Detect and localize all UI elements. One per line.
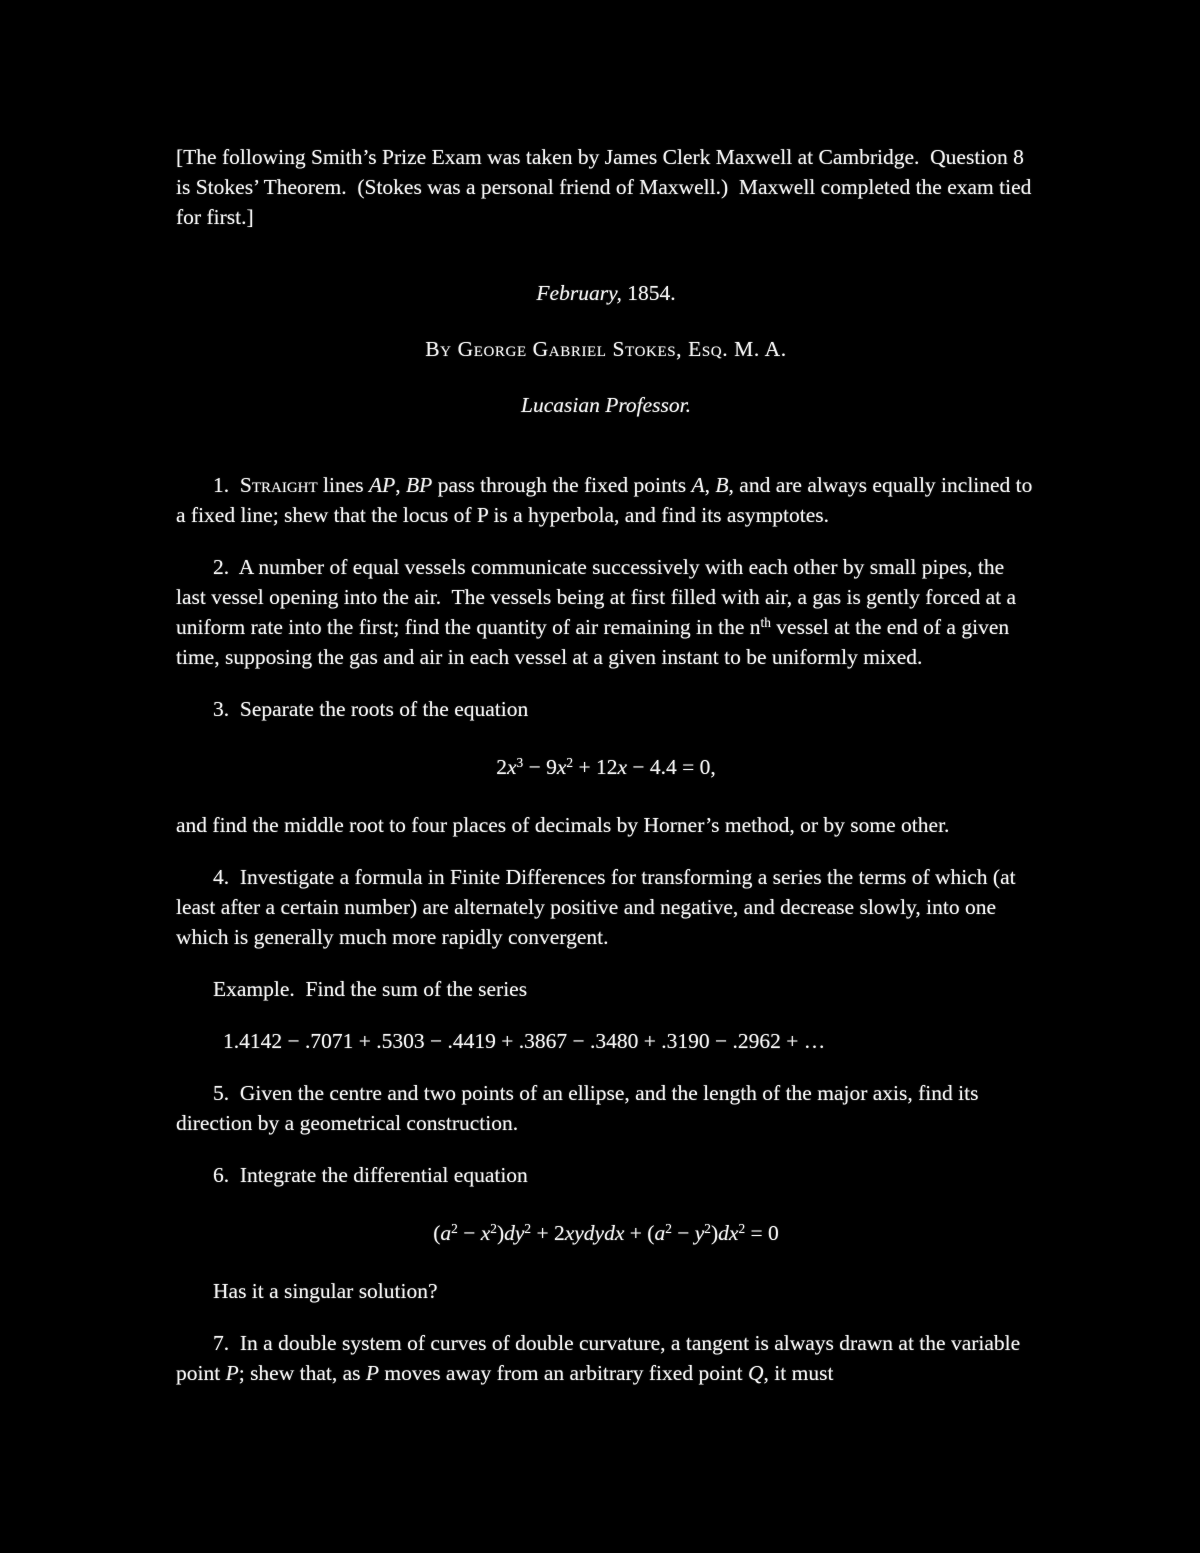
text-run: pass through the fixed points: [432, 473, 692, 497]
question-5: [176, 1078, 1036, 1138]
text-run: 1.: [213, 473, 240, 497]
text-run: dy: [504, 1221, 525, 1245]
exam-text-column: [176, 0, 1036, 1388]
question-3-continuation: [176, 810, 1036, 840]
text-run: By George Gabriel Stokes, Esq. M. A.: [425, 337, 787, 361]
text-run: 2: [738, 1221, 746, 1237]
text-run: 2: [704, 1221, 711, 1237]
question-1: [176, 470, 1036, 530]
text-run: a: [440, 1221, 452, 1245]
text-run: xydydx: [564, 1221, 625, 1245]
question-2: [176, 552, 1036, 672]
text-run: ; shew that, as: [238, 1361, 366, 1385]
text-run: x: [506, 755, 517, 779]
example-line: [176, 974, 1036, 1004]
text-run: BP: [406, 473, 433, 497]
text-run: + 12: [573, 755, 618, 779]
text-run: + 2: [531, 1221, 565, 1245]
text-run: a: [654, 1221, 666, 1245]
text-run: P: [365, 1361, 380, 1385]
text-run: th: [760, 615, 771, 631]
text-run: 2: [451, 1221, 458, 1237]
text-run: and find the middle root to four places of decimals by Horner’s method, or by some other.: [176, 813, 950, 837]
text-run: 1.4142 − .7071 + .5303 − .4419 + .3867 − .3480 + .3190 − .2962 + …: [223, 1029, 826, 1053]
text-run: y: [694, 1221, 705, 1245]
text-run: ): [710, 1221, 719, 1245]
text-run: lines: [317, 473, 370, 497]
question-6-intro: [176, 1160, 1036, 1190]
text-run: ): [496, 1221, 505, 1245]
series-line: [176, 1026, 1036, 1056]
equation-differential: [176, 1218, 1036, 1248]
text-run: 2: [496, 755, 507, 779]
text-run: Lucasian Professor.: [520, 393, 692, 417]
text-run: 6. Integrate the differential equation: [213, 1163, 528, 1187]
text-run: Q: [748, 1361, 764, 1385]
text-run: x: [556, 755, 567, 779]
text-run: , and are always equally inclined to a fixed line; shew that the locus of P is a hyperbola, and find its asymptotes.: [176, 473, 1038, 527]
text-run: ,: [704, 473, 716, 497]
text-run: ,: [395, 473, 407, 497]
text-run: 3. Separate the roots of the equation: [213, 697, 529, 721]
question-7: [176, 1328, 1036, 1388]
text-run: moves away from an arbitrary fixed point: [379, 1361, 749, 1385]
text-run: 4. Investigate a formula in Finite Differences for transforming a series the terms of which (at least after a certain number) are alternately positive and negative, and decrease slowly, into one which is generally much more rapidly convergent.: [176, 865, 1021, 949]
text-run: dx: [718, 1221, 739, 1245]
text-run: 3: [516, 755, 524, 771]
intro-note: [176, 142, 1036, 232]
text-run: (: [433, 1221, 441, 1245]
text-run: 1854.: [621, 281, 676, 305]
text-run: 5. Given the centre and two points of an ellipse, and the length of the major axis, find its direction by a geometrical construction.: [176, 1081, 984, 1135]
text-run: x: [617, 755, 627, 779]
question-4: [176, 862, 1036, 952]
text-run: = 0: [745, 1221, 779, 1245]
equation-cubic: [176, 752, 1036, 782]
text-run: 2: [490, 1221, 497, 1237]
text-run: 2: [665, 1221, 672, 1237]
question-3-intro: [176, 694, 1036, 724]
professor-line: [176, 390, 1036, 420]
text-run: 2: [566, 755, 574, 771]
text-run: − 4.4 = 0,: [627, 755, 716, 779]
text-run: AP: [369, 473, 396, 497]
text-run: −: [457, 1221, 481, 1245]
text-run: B: [715, 473, 729, 497]
date-line: [176, 278, 1036, 308]
text-run: 2: [524, 1221, 532, 1237]
text-run: − 9: [523, 755, 557, 779]
byline: [176, 334, 1036, 364]
text-run: 2. A number of equal vessels communicate successively with each other by small pipes, the last vessel opening into the air. The vessels being at first filled with air, a gas is gently forced at a uniform rate into the first; find the quantity of air remaining in the n: [176, 555, 1022, 639]
text-run: x: [480, 1221, 491, 1245]
text-run: + (: [624, 1221, 655, 1245]
text-run: Straight: [239, 473, 318, 497]
question-6-continuation: [176, 1276, 1036, 1306]
text-run: P: [225, 1361, 239, 1385]
text-run: Has it a singular solution?: [213, 1279, 438, 1303]
text-run: A: [691, 473, 705, 497]
text-run: February,: [536, 281, 622, 305]
text-run: [The following Smith’s Prize Exam was taken by James Clerk Maxwell at Cambridge. Question 8 is Stokes’ Theorem. (Stokes was a personal friend of Maxwell.) Maxwell completed the exam tied for first.]: [176, 145, 1037, 229]
text-run: vessel at the end of a given time, supposing the gas and air in each vessel at a given instant to be uniformly mixed.: [176, 615, 1015, 669]
text-run: −: [671, 1221, 695, 1245]
text-run: 7. In a double system of curves of double curvature, a tangent is always drawn at the variable point: [176, 1331, 1026, 1385]
text-run: Example. Find the sum of the series: [213, 977, 528, 1001]
text-run: , it must: [763, 1361, 834, 1385]
